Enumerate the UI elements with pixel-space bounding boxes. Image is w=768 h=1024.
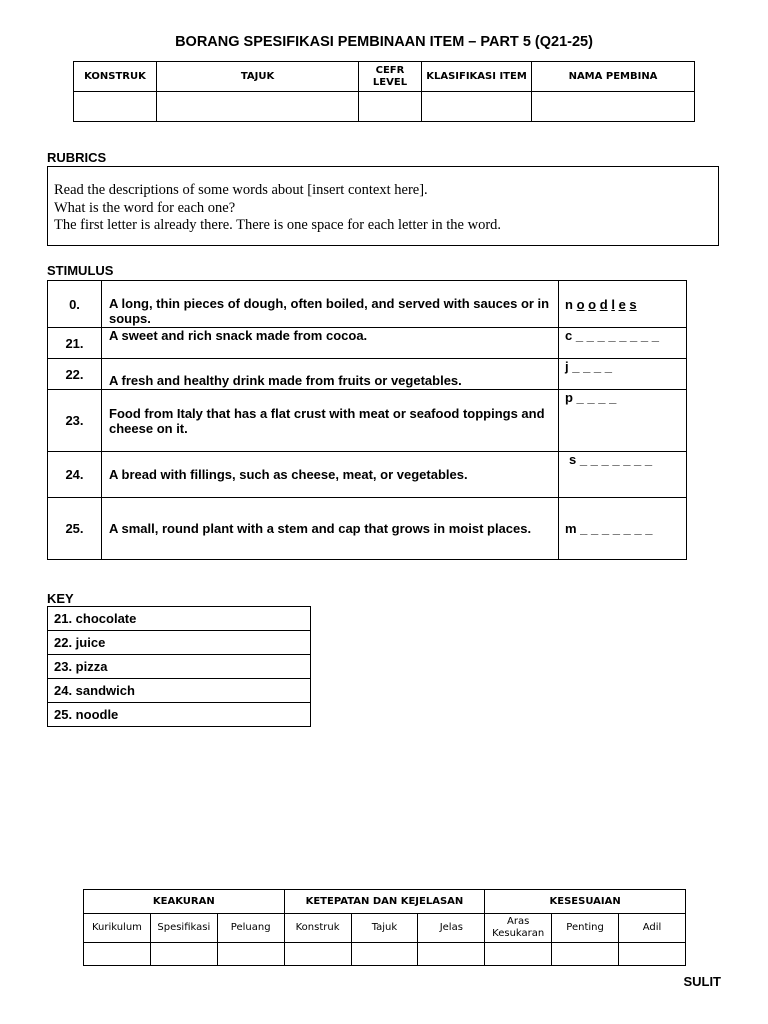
rubrics-box [47, 166, 719, 246]
answer-letter: e [618, 296, 626, 312]
item-number: 25. [48, 498, 102, 560]
score-cell[interactable] [84, 943, 151, 966]
score-cell[interactable] [485, 943, 552, 966]
stimulus-heading: STIMULUS [47, 263, 114, 278]
score-cell[interactable] [150, 943, 217, 966]
rubric-line: The first letter is already there. There is one space for each letter in the word. [54, 217, 502, 233]
item-description: A long, thin pieces of dough, often boiled, and served with sauces or in soups. [102, 281, 559, 328]
key-item: 25. noodle [48, 703, 311, 727]
header-klasifikasi-item: KLASIFIKASI ITEM [422, 62, 532, 92]
item-description: Food from Italy that has a flat crust with meat or seafood toppings and cheese on it. [102, 390, 559, 452]
stimulus-row-example [48, 281, 687, 328]
answer-letter: o [588, 296, 597, 312]
stimulus-row-24 [48, 452, 687, 498]
criterion-kurikulum: Kurikulum [84, 914, 151, 943]
score-cell[interactable] [284, 943, 351, 966]
item-number: 21. [48, 328, 102, 359]
klasifikasi-item-cell[interactable] [422, 92, 532, 122]
criterion-spesifikasi: Spesifikasi [150, 914, 217, 943]
item-number: 24. [48, 452, 102, 498]
rubrics-heading: RUBRICS [47, 150, 107, 165]
key-item: 22. juice [48, 631, 311, 655]
group-ketepatan-dan-kejelasan: KETEPATAN DAN KEJELASAN [284, 890, 485, 914]
item-description: A fresh and healthy drink made from fruits or vegetables. [102, 359, 559, 390]
answer-letter: o [576, 296, 585, 312]
answer-first-letter: n [565, 296, 573, 312]
criterion-tajuk: Tajuk [351, 914, 418, 943]
cefr-line1: CEFR [375, 64, 405, 76]
item-description: A bread with fillings, such as cheese, meat, or vegetables. [102, 452, 559, 498]
header-tajuk: TAJUK [157, 62, 359, 92]
criterion-peluang: Peluang [217, 914, 284, 943]
page-title: BORANG SPESIFIKASI PEMBINAAN ITEM – PART 5 (Q21-25) [175, 34, 593, 50]
evaluation-table [83, 889, 686, 966]
item-answer-blank: p _ _ _ _ [559, 390, 687, 452]
criterion-konstruk: Konstruk [284, 914, 351, 943]
score-cell[interactable] [217, 943, 284, 966]
criterion-jelas: Jelas [418, 914, 485, 943]
header-konstruk: KONSTRUK [74, 62, 157, 92]
score-cell[interactable] [619, 943, 686, 966]
item-description: A small, round plant with a stem and cap that grows in moist places. [102, 498, 559, 560]
konstruk-cell[interactable] [74, 92, 157, 122]
key-heading: KEY [47, 591, 74, 606]
header-cefr-level [359, 62, 422, 92]
item-answer-blank: c _ _ _ _ _ _ _ _ [559, 328, 687, 359]
criterion-aras-kesukaran [485, 914, 552, 943]
answer-letter: l [611, 296, 615, 312]
item-description: A sweet and rich snack made from cocoa. [102, 328, 559, 359]
score-cell[interactable] [351, 943, 418, 966]
stimulus-table [47, 280, 687, 560]
item-answer-blank: j _ _ _ _ [559, 359, 687, 390]
cefr-level-cell[interactable] [359, 92, 422, 122]
answer-letter: d [599, 296, 608, 312]
tajuk-cell[interactable] [157, 92, 359, 122]
criterion-penting: Penting [552, 914, 619, 943]
answer-letter: s [629, 296, 637, 312]
cefr-line2: LEVEL [372, 76, 408, 88]
aras-line2: Kesukaran [492, 928, 545, 939]
score-cell[interactable] [552, 943, 619, 966]
key-item: 21. chocolate [48, 607, 311, 631]
aras-line1: Aras [507, 916, 530, 927]
key-table [47, 606, 311, 727]
stimulus-row-23 [48, 390, 687, 452]
stimulus-row-22 [48, 359, 687, 390]
item-answer-blank: m _ _ _ _ _ _ _ [559, 498, 687, 560]
rubric-line: What is the word for each one? [54, 199, 236, 216]
item-number: 22. [48, 359, 102, 390]
item-number: 23. [48, 390, 102, 452]
group-kesesuaian: KESESUAIAN [485, 890, 686, 914]
group-keakuran: KEAKURAN [84, 890, 285, 914]
item-answer-blank: s _ _ _ _ _ _ _ [559, 452, 687, 498]
stimulus-row-25 [48, 498, 687, 560]
rubric-line: Read the descriptions of some words about [insert context here]. [54, 182, 428, 198]
key-item: 24. sandwich [48, 679, 311, 703]
spec-table [73, 61, 695, 122]
stimulus-row-21 [48, 328, 687, 359]
key-item: 23. pizza [48, 655, 311, 679]
item-number: 0. [48, 281, 102, 328]
nama-pembina-cell[interactable] [532, 92, 695, 122]
score-cell[interactable] [418, 943, 485, 966]
header-nama-pembina: NAMA PEMBINA [532, 62, 695, 92]
criterion-adil: Adil [619, 914, 686, 943]
example-answer [559, 281, 687, 328]
classification-label: SULIT [683, 974, 721, 989]
